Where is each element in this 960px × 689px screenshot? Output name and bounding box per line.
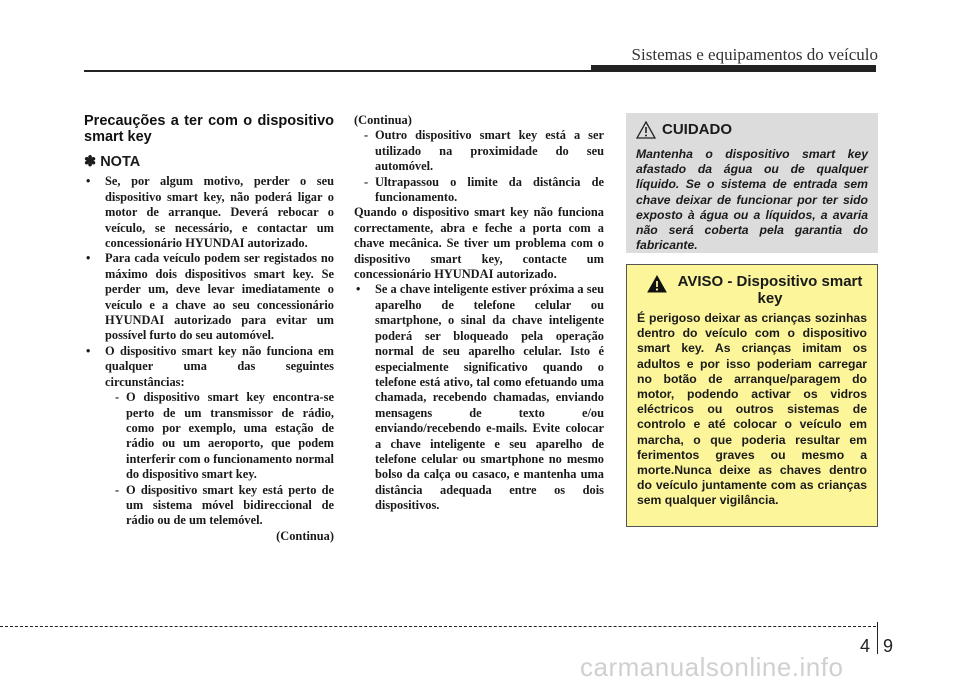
warning-text: É perigoso deixar as crianças sozinhas dentro do veículo com o dispositivo smart key. As crianças imitam os adultos e por isso poderiam carregar no botão de arranque/paragem do motor, podendo activar os vidros eléctricos ou outros sistemas de controlo e até colocar o veículo em marcha, o que poderia resultar em ferimentos graves ou mesmo a morte.Nunca deixe as chaves dentro do veículo juntamente com as crianças sem qualquer vigilância. bbox=[637, 311, 867, 508]
warning-filled-triangle-icon bbox=[647, 275, 667, 297]
sub-list bbox=[354, 128, 604, 205]
list-item: • Se a chave inteligente estiver próxima a seu aparelho de telefone celular ou smartphone, o sinal da chave inteligente poderá ser bloqueado pela operação normal de seu aparelho celular. Isto é especialmente significativo quando o telefone está ativo, tal como efetuando uma chamada, recebendo chamadas, enviando mensagens de texto e/ou enviando/recebendo e-mails. Evite colocar a chave inteligente e seu aparelho de telefone celular ou smartphone no mesmo bolso da calça ou casaco, e mantenha uma distância adequada entre os dois dispositivos. bbox=[354, 282, 604, 513]
warning-box bbox=[626, 264, 878, 527]
nota-star-icon: ✽ bbox=[84, 154, 97, 170]
sub-list-item: - O dispositivo smart key encontra-se perto de um transmissor de rádio, como por exemplo, uma estação de rádio ou um aeroporto, que podem interferir com o funcionamento normal do dispositivo smart key. bbox=[105, 390, 334, 482]
page-number: 9 bbox=[883, 636, 894, 656]
caution-heading bbox=[636, 121, 868, 143]
nota-list bbox=[354, 282, 604, 513]
watermark: carmanualsonline.info bbox=[580, 652, 844, 682]
nota-heading bbox=[84, 155, 334, 170]
sub-list-item: - Outro dispositivo smart key está a ser utilizado na proximidade do seu automóvel. bbox=[354, 128, 604, 174]
list-item-text: O dispositivo smart key não funciona em qualquer uma das seguintes circunstâncias: bbox=[105, 343, 334, 389]
nota-label: NOTA bbox=[100, 154, 141, 170]
page-chapter: 4 bbox=[860, 636, 871, 656]
list-item: • Para cada veículo podem ser registados no máximo dois dispositivos smart key. Se perder um, deve levar imediatamente o veículo e a chave ao seu concessionário HYUNDAI autorizado para evitar um possível furto do seu automóvel. bbox=[84, 251, 334, 343]
column-1 bbox=[84, 113, 334, 544]
footer-dashed-rule bbox=[0, 626, 876, 627]
header-rule bbox=[84, 70, 876, 72]
paragraph: Quando o dispositivo smart key não funciona correctamente, abra e feche a porta com a chave mecânica. Se tiver um problema com o dispositivo smart key, contacte um concessionário HYUNDAI autorizado. bbox=[354, 205, 604, 282]
continued-label: (Continua) bbox=[354, 113, 412, 127]
warning-triangle-icon bbox=[636, 121, 656, 143]
nota-list bbox=[84, 174, 334, 528]
caution-text: Mantenha o dispositivo smart key afastado da água ou de qualquer líquido. Se o sistema de entrada sem chave deixar de funcionar por ter sido exposto à água ou a líquidos, a avaria não será coberta pela garantia do fabricante. bbox=[636, 147, 868, 253]
warning-title: AVISO - Dispositivo smart key bbox=[677, 273, 863, 307]
page-header-title: Sistemas e equipamentos do veículo bbox=[631, 45, 878, 64]
header-rule-thick bbox=[591, 65, 876, 70]
caution-title: CUIDADO bbox=[662, 121, 732, 138]
section-title: Precauções a ter com o dispositivo smart key bbox=[84, 113, 334, 145]
column-2 bbox=[354, 113, 604, 514]
warning-heading bbox=[637, 273, 867, 307]
list-item: • Se, por algum motivo, perder o seu dispositivo smart key, não poderá ligar o motor de arranque. Deverá rebocar o veículo, se necessário, e contactar um concessionário HYUNDAI autorizado. bbox=[84, 174, 334, 251]
caution-box bbox=[626, 113, 878, 253]
sub-list-item: - O dispositivo smart key está perto de um sistema móvel bidireccional de rádio ou de um telemóvel. bbox=[105, 483, 334, 529]
sub-list-item: - Ultrapassou o limite da distância de funcionamento. bbox=[354, 175, 604, 206]
list-item bbox=[84, 344, 334, 529]
sub-list bbox=[105, 390, 334, 529]
continued-note: (Continua) bbox=[276, 528, 334, 543]
page-number-separator bbox=[877, 622, 878, 654]
